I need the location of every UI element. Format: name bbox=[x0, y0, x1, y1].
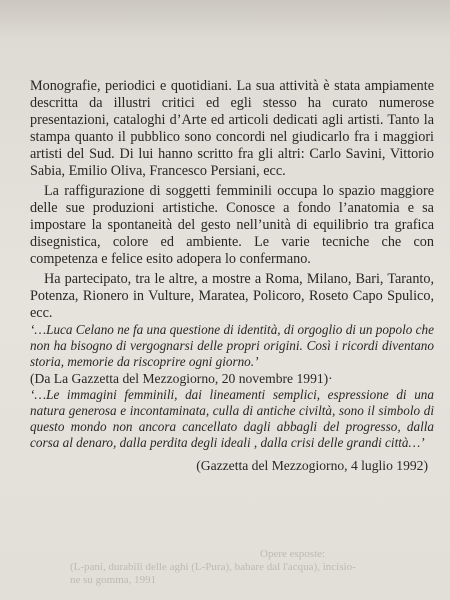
paragraph-3: Ha partecipato, tra le altre, a mostre a Roma, Milano, Bari, Taranto, Potenza, Rionero in Vulture, Maratea, Policoro, Roseto Capo Spulico, ecc. bbox=[30, 271, 434, 321]
bleed-line-3: ne su gomma, 1991 bbox=[70, 574, 157, 586]
bleed-line-2: (L-pani, durabili delle aghi (L-Pura), babare dal l'acqua), incisio- bbox=[70, 561, 356, 573]
quote-1: ‘…Luca Celano ne fa una questione di identità, di orgoglio di un popolo che non ha bisogno di vergognarsi delle propri origini. Così i ricordi diventano storia, memorie da riscoprire ogni giorno.’ bbox=[30, 322, 434, 369]
quote-2: ‘…Le immagini femminili, dai lineamenti semplici, espressione di una natura generosa e incontaminata, culla di antiche civiltà, sono il simbolo di questo mondo non ancora cancellato dagli abbagli del progresso, dalla corsa al denaro, dalla perdita degli ideali , dalla crisi delle grandi città…’ bbox=[30, 387, 434, 450]
paragraph-1: Monografie, periodici e quotidiani. La sua attività è stata ampiamente descritta da illustri critici ed egli stesso ha curato numerose presentazioni, cataloghi d’Arte ed articoli dedicati agli artisti. Tanto la stampa quanto il pubblico sono concordi nel giudicarlo fra i maggiori artisti del Sud. Di lui hanno scritto fra gli altri: Carlo Savini, Vittorio Sabia, Emilio Oliva, Francesco Persiani, ecc. bbox=[30, 78, 434, 179]
quote-1-source: (Da La Gazzetta del Mezzogiorno, 20 novembre 1991)· bbox=[30, 371, 333, 386]
page-shadow bbox=[0, 0, 450, 40]
bleed-line-1: Opere esposte: bbox=[260, 548, 326, 560]
quote-2-source: (Gazzetta del Mezzogiorno, 4 luglio 1992) bbox=[196, 458, 428, 473]
bleed-through-text bbox=[30, 548, 440, 587]
paragraph-2: La raffigurazione di soggetti femminili occupa lo spazio maggiore delle sue produzioni artistiche. Conosce a fondo l’anatomia e sa impostare la spontaneità del gesto nell’unità di equilibrio tra grafica disegnistica, colore ed ambiente. Le varie tecniche che con competenza e felice esito adopera lo confermano. bbox=[30, 183, 434, 267]
body-text bbox=[30, 78, 434, 474]
